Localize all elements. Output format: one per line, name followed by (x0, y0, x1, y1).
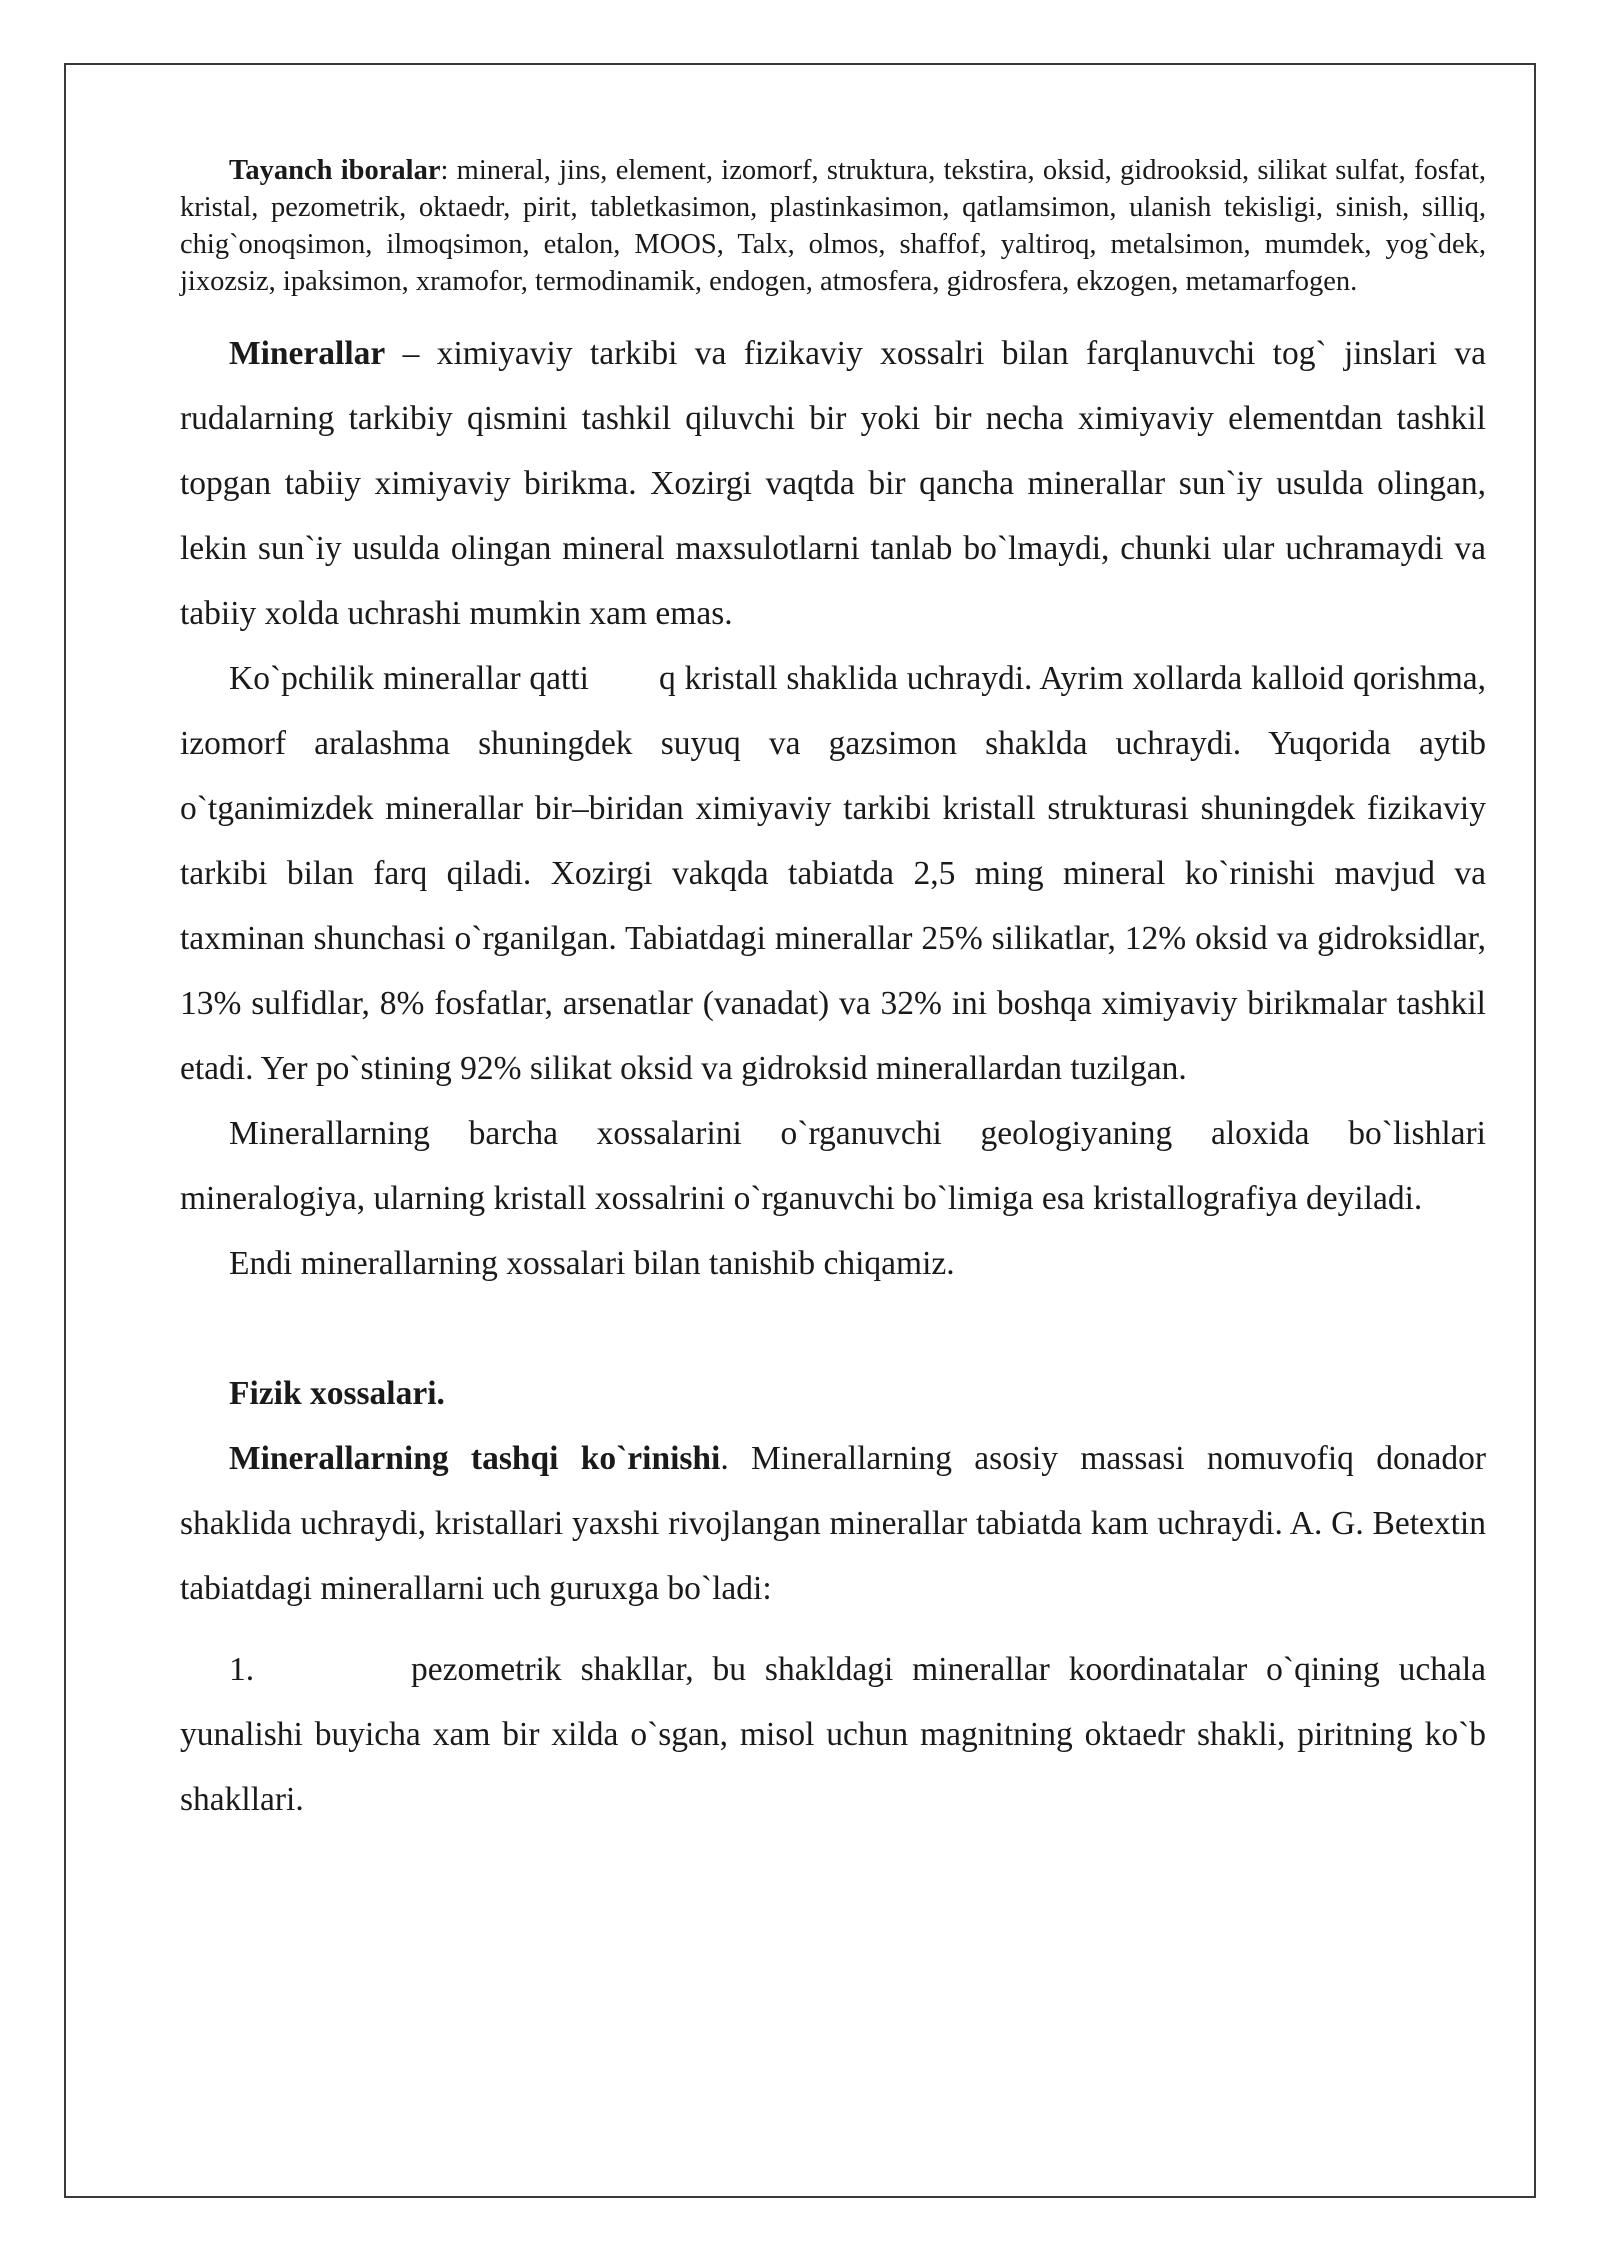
list-item-text: pezometrik shakllar, bu shakldagi minerallar koordinatalar o`qining uchala yunalishi buyicha xam bir xilda o`sgan, misol uchun magnitning oktaedr shakli, piritning ko`b shakllari. (180, 1651, 1486, 1818)
keywords-paragraph (180, 152, 1486, 300)
composition-paragraph (180, 646, 1486, 1101)
section-heading: Fizik xossalari. (229, 1375, 445, 1412)
intro-text: – ximiyaviy tarkibi va fizikaviy xossalri bilan farqlanuvchi tog` jinslari va rudalarning tarkibiy qismini tashkil qiluvchi bir yoki bir necha ximiyaviy elementdan tashkil topgan tabiiy ximiyaviy birikma. Xozirgi vaqtda bir qancha minerallar sun`iy usulda olingan, lekin sun`iy usulda olingan mineral maxsulotlarni tanlab bo`lmaydi, chunki ular uchramaydi va tabiiy xolda uchrashi mumkin xam emas. (180, 335, 1486, 632)
keywords-label: Tayanch iboralar (229, 155, 441, 186)
appearance-term: Minerallarning tashqi ko`rinishi (229, 1440, 721, 1477)
mineralogy-paragraph: Minerallarning barcha xossalarini o`rganuvchi geologiyaning aloxida bo`lishlari mineralogiya, ularning kristall xossalrini o`rganuvchi bo`limiga esa kristallografiya deyiladi. (180, 1115, 1486, 1217)
intro-paragraph (180, 321, 1486, 646)
transition-paragraph: Endi minerallarning xossalari bilan tanishib chiqamiz. (229, 1245, 955, 1282)
keywords-text: : mineral, jins, element, izomorf, struktura, tekstira, oksid, gidrooksid, silikat sulfat, fosfat, kristal, pezometrik, oktaedr, pirit, tabletkasimon, plastinkasimon, qatlamsimon, ulanish tekisligi, sinish, silliq, chig`onoqsimon, ilmoqsimon, etalon, MOOS, Talx, olmos, shaffof, yaltiroq, metalsimon, mumdek, yog`dek, jixozsiz, ipaksimon, xramofor, termodinamik, endogen, atmosfera, gidrosfera, ekzogen, metamarfogen. (180, 155, 1486, 297)
composition-text-rest: q kristall shaklida uchraydi. Ayrim xollarda kalloid qorishma, izomorf aralashma shuningdek suyuq va gazsimon shaklda uchraydi. Yuqorida aytib o`tganimizdek minerallar bir–biridan ximiyaviy tarkibi kristall strukturasi shuningdek fizikaviy tarkibi bilan farq qiladi. Xozirgi vakqda tabiatda 2,5 ming mineral ko`rinishi mavjud va taxminan shunchasi o`rganilgan. Tabiatdagi minerallar 25% silikatlar, 12% oksid va gidroksidlar, 13% sulfidlar, 8% fosfatlar, arsenatlar (vanadat) va 32% ini boshqa ximiyaviy birikmalar tashkil etadi. Yer po`stining 92% silikat oksid va gidroksid minerallardan tuzilgan. (180, 660, 1487, 1087)
composition-text-start: Ko`pchilik minerallar qatti (229, 660, 589, 697)
list-item (180, 1637, 1486, 1832)
list-item-number: 1. (229, 1651, 255, 1688)
appearance-paragraph (180, 1426, 1486, 1621)
appearance-text: . Minerallarning asosiy massasi nomuvofiq donador shaklida uchraydi, kristallari yaxshi rivojlangan minerallar tabiatda kam uchraydi. A. G. Betextin tabiatdagi minerallarni uch guruxga bo`ladi: (180, 1440, 1486, 1607)
document-body (180, 152, 1486, 1832)
intro-term: Minerallar (229, 335, 386, 372)
